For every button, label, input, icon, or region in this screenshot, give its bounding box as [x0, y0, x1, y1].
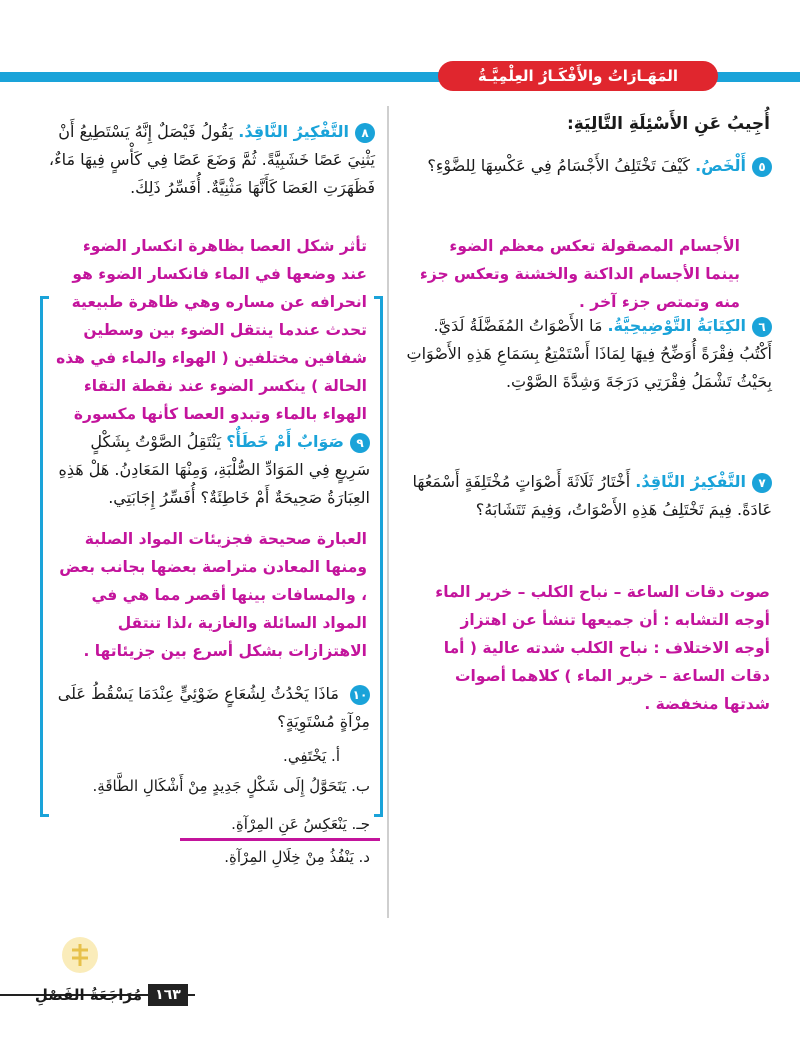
- question-9: [55, 428, 370, 512]
- question-text: مَا الأَصْوَاتُ المُفَضَّلَةُ لَدَيَّ. أَكْتُبُ فِقْرَةً أُوَضِّحُ فِيهَا لِمَاذَا أَسْتَمْتِعُ بِسَمَاعِ هَذِهِ الأَصْوَاتِ بِحَيْثُ تَشْمَلُ فِقْرَتِي دَرَجَةَ وَشِدَّةَ الصَّوْتِ.: [406, 316, 772, 391]
- option-c: جـ. يَنْعَكِسُ عَنِ المِرْآةِ.: [231, 815, 370, 833]
- selected-answer-underline: [180, 838, 380, 841]
- question-number: ٩: [350, 433, 370, 453]
- question-keyword: أَلْخَصُ.: [695, 156, 746, 175]
- column-divider: [387, 106, 389, 918]
- section-header: المَهَـارَاتُ والأَفْكَـارُ العِلْمِيَّـةُ: [438, 61, 718, 91]
- question-keyword: التَّفْكِيرُ النَّاقِدُ.: [635, 472, 746, 491]
- page-number: ١٦٣: [148, 984, 188, 1006]
- question-number: ٨: [355, 123, 375, 143]
- option-b: ب. يَتَحَوَّلُ إِلَى شَكْلٍ جَدِيدٍ مِنْ أَشْكَالِ الطَّاقَةِ.: [92, 777, 370, 795]
- question-number: ٦: [752, 317, 772, 337]
- answer-bracket-right: [374, 296, 383, 817]
- option-d: د. يَنْفُذُ مِنْ خِلَالِ المِرْآةِ.: [224, 848, 370, 866]
- answer-9: العبارة صحيحة فجزيئات المواد الصلبة ومنها المعادن متراصة بعضها بجانب بعض ، والمسافات بينها أقصر مما هي في المواد السائلة والغازية ،لذا تنتقل الاهتزازات بشكل أسرع بين جزيئاتها .: [59, 530, 367, 660]
- option-a: أ. يَخْتَفِي.: [283, 747, 340, 765]
- question-text: كَيْفَ تَخْتَلِفُ الأَجْسَامُ فِي عَكْسِهَا لِلضَّوْءِ؟: [427, 156, 690, 175]
- publisher-logo-icon: [60, 930, 100, 980]
- question-10: [55, 680, 370, 736]
- question-number: ١٠: [350, 685, 370, 705]
- question-text: مَاذَا يَحْدُثُ لِشُعَاعٍ ضَوْئِيٍّ عِنْدَمَا يَسْقُطُ عَلَى مِرْآةٍ مُسْتَوِيَةٍ؟: [57, 684, 370, 731]
- question-6: [400, 312, 772, 396]
- question-number: ٥: [752, 157, 772, 177]
- answer-5: الأجسام المصقولة تعكس معظم الضوء بينما الأجسام الداكنة والخشنة وتعكس جزء منه وتمتص جزء آخر .: [419, 237, 740, 311]
- question-text: أَخْتَارُ ثَلَاثَةَ أَصْوَاتٍ مُخْتَلِفَةٍ أَسْمَعُهَا عَادَةً. فِيمَ تَخْتَلِفُ هَذِهِ الأَصْوَاتُ، وَفِيمَ تَتَشَابَهُ؟: [412, 472, 772, 519]
- question-text: يَقُولُ فَيْصَلٌ إِنَّهُ يَسْتَطِيعُ أَنْ يَثْنِيَ عَصًا خَشَبِيَّةً. ثُمَّ وَضَعَ عَصًا فِي كَأْسٍ فِيهَا مَاءٌ، فَظَهَرَتِ العَصَا كَأَنَّهَا مَثْنِيَّةٌ. أُفَسِّرُ ذَلِكَ.: [48, 122, 375, 197]
- answer-7: صوت دقات الساعة – نباح الكلب – خرير الماء أوجه التشابه : أن جميعها تنشأ عن اهتزاز أوجه الاختلاف : نباح الكلب شدته عالية ( أما دقات الساعة – خرير الماء ) كلاهما أصوات شدتها منخفضة .: [435, 583, 770, 713]
- footer-section-title: مُرَاجَعَةُ الفَصْلِ: [34, 986, 142, 1004]
- answer-bracket-left: [40, 296, 49, 817]
- question-5: [400, 152, 772, 180]
- question-8: [30, 118, 375, 202]
- answer-8: تأثر شكل العصا بظاهرة انكسار الضوء عند وضعها في الماء فانكسار الضوء هو انحرافه عن مساره وهي ظاهرة طبيعية تحدث عندما ينتقل الضوء بين وسطين شفافين مختلفين ( الهواء والماء في هذه الحالة ) ينكسر الضوء عند نقطة التقاء الهواء بالماء وتبدو العصا كأنها مكسورة: [56, 237, 367, 423]
- question-keyword: صَوَابٌ أَمْ خَطَأٌ؟: [226, 432, 344, 451]
- question-text: يَنْتَقِلُ الصَّوْتُ بِشَكْلٍ سَرِيعٍ فِي المَوَادِّ الصُّلْبَةِ، وَمِنْهَا المَعَادِنُ. هَلْ هَذِهِ العِبَارَةُ صَحِيحَةٌ أَمْ خَاطِئَةٌ؟ أُفَسِّرُ إِجَابَتِي.: [58, 432, 370, 507]
- intro-heading: أُجِيبُ عَنِ الأَسْئِلَةِ التَّالِيَةِ:: [566, 114, 770, 134]
- question-keyword: التَّفْكِيرُ النَّاقِدُ.: [238, 122, 349, 141]
- question-7: [400, 468, 772, 524]
- question-number: ٧: [752, 473, 772, 493]
- question-keyword: الكِتَابَةُ التَّوْضِيحِيَّةُ.: [607, 316, 746, 335]
